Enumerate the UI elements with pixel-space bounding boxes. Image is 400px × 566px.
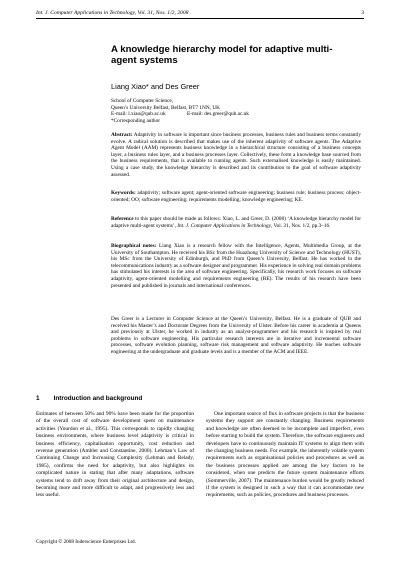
keywords-text: adaptivity; software agent; agent-oriented software engineering; business rule; business process; object-oriented; OO; software engineering; requirements modelling; knowledge engineering; KE. xyxy=(111,190,361,203)
reference-journal: Int. J. Computer Applications in Technology xyxy=(177,222,271,229)
section-title: Introduction and background xyxy=(53,395,143,402)
section-number: 1 xyxy=(36,395,40,402)
section-heading xyxy=(36,395,142,402)
affiliation-school: School of Computer Science, xyxy=(111,98,174,104)
reference-text: to this paper should be made as follows: Xiao, L. and Greer, D. (2008) ‘A knowledge hierarchy model for adaptive multi-agent systems’, xyxy=(111,216,362,229)
bio-xiao-text: Liang Xiao is a research fellow with the Intelligence, Agents, Multimedia Group, at the University of Southampton. He received his BSc from the Huazhong University of Science and Technology (HUST), his MSc from the University of Edinburgh, and PhD from Queen’s University, Belfast. He has worked in the telecommunications industry as a software designer and programmer. His experience in solving real domain problems has stimulated his interests in the area of software engineering. Specifically, his research work focuses on software adaptivity, agent-oriented modelling and requirements engineering (RE). The results of his research have been presented and published in journals and international conferences. xyxy=(111,243,362,289)
email-xiao: E-mail: l.xiao@qub.ac.uk xyxy=(111,111,166,118)
author-emails xyxy=(111,111,249,118)
running-header xyxy=(36,7,364,19)
copyright-footer: Copyright © 2008 Inderscience Enterprises Ltd. xyxy=(36,539,136,545)
keywords xyxy=(111,190,361,203)
keywords-label: Keywords: xyxy=(111,190,136,196)
abstract-label: Abstract: xyxy=(111,132,133,138)
body-column-left: Estimates of between 50% and 90% have been made for the proportion of the overall cost of software development spent on maintenance activities (Yourdon et al., 1995). This corresponds to rapidly changing business environments, where business level adaptivity is critical in business efficiency, capitalisation opportunity, cost reduction and revenue generation (Ambler and Constantine, 2000). Lehman’s Law of Continuing Change and Increasing Complexity (Lehman and Belady, 1985), confirms the need for adaptivity, but also highlights its complicated nature in stating that after many adaptations, software systems tend to drift away from their original architecture and design, becoming more and more difficult to adapt, and progressively less and less useful. xyxy=(36,411,194,499)
reference-volume: , Vol. 31, Nos. 1/2, pp.3–16. xyxy=(270,222,331,229)
affiliation-address: Queen’s University Belfast, Belfast, BT7 1NN, UK xyxy=(111,104,221,111)
biographical-notes xyxy=(111,243,361,289)
bio-greer xyxy=(111,316,361,356)
abstract xyxy=(111,132,361,178)
journal-citation: Int. J. Computer Applications in Technology, Vol. 31, Nos. 1/2, 2008 xyxy=(36,10,189,16)
reference-label: Reference xyxy=(111,216,134,222)
body-column-right: One important source of flux in software projects is that the business systems they support are constantly changing. Business requirements and knowledge are often deemed to be incomplete and imperfect, even before starting to build the system. Therefore, the software engineers and developers have to continuously maintain IT systems to align them with the changing business needs. For example, the inherently volatile system requirements such as organisational policies and procedures as well as the business processes applied are among the key factors to be considered, when one predicts the future system maintenance efforts (Sommerville, 2007). The maintenance burden would be greatly reduced if the system is designed in such a way that it can accommodate new requirements, such as policies, procedures and business processes. xyxy=(206,411,364,499)
bio-greer-text: Des Greer is a Lecturer in Computer Science at the Queen’s University, Belfast. He is a graduate of QUB and received his Master’s and Doctorate Degrees from the University of Ulster. Before his career in academia at Queens and previously at Ulster, he worked in industry as an analyst-programmer and his research is inspired by real problems in software engineering. His particular research interests are in iterative and incremental software processes, software evolution planning, software risk management and software adaptivity. He teaches software engineering at the undergraduate and graduate levels and is a member of the ACM and IEEE. xyxy=(111,316,361,355)
affiliation xyxy=(111,98,249,124)
email-greer: E-mail: des.greer@qub.ac.uk xyxy=(187,111,249,118)
page-number: 3 xyxy=(361,10,364,16)
corresponding-author-note: *Corresponding author xyxy=(111,117,160,124)
paper-title: A knowledge hierarchy model for adaptive multi-agent systems xyxy=(111,44,333,66)
author-list: Liang Xiao* and Des Greer xyxy=(111,82,200,91)
bio-label: Biographical notes: xyxy=(111,243,157,249)
reference-note xyxy=(111,216,361,229)
abstract-text: Adaptivity in software is important since business processes, business rules and business terms constantly evolve. A radical solution is described that makes use of the inherent adaptivity of software agents. The Adaptive Agent Model (AAM) represents business knowledge in a hierarchical structure consisting of a business concepts layer, a business rules layer, and a business processes layer. Collectively, these form a knowledge base sourced from the business requirements, that is available to running agents. Such externalised knowledge is easily maintained. Using a case study, the knowledge hierarchy is described and its contribution to the goal of software adaptivity assessed. xyxy=(111,132,361,178)
